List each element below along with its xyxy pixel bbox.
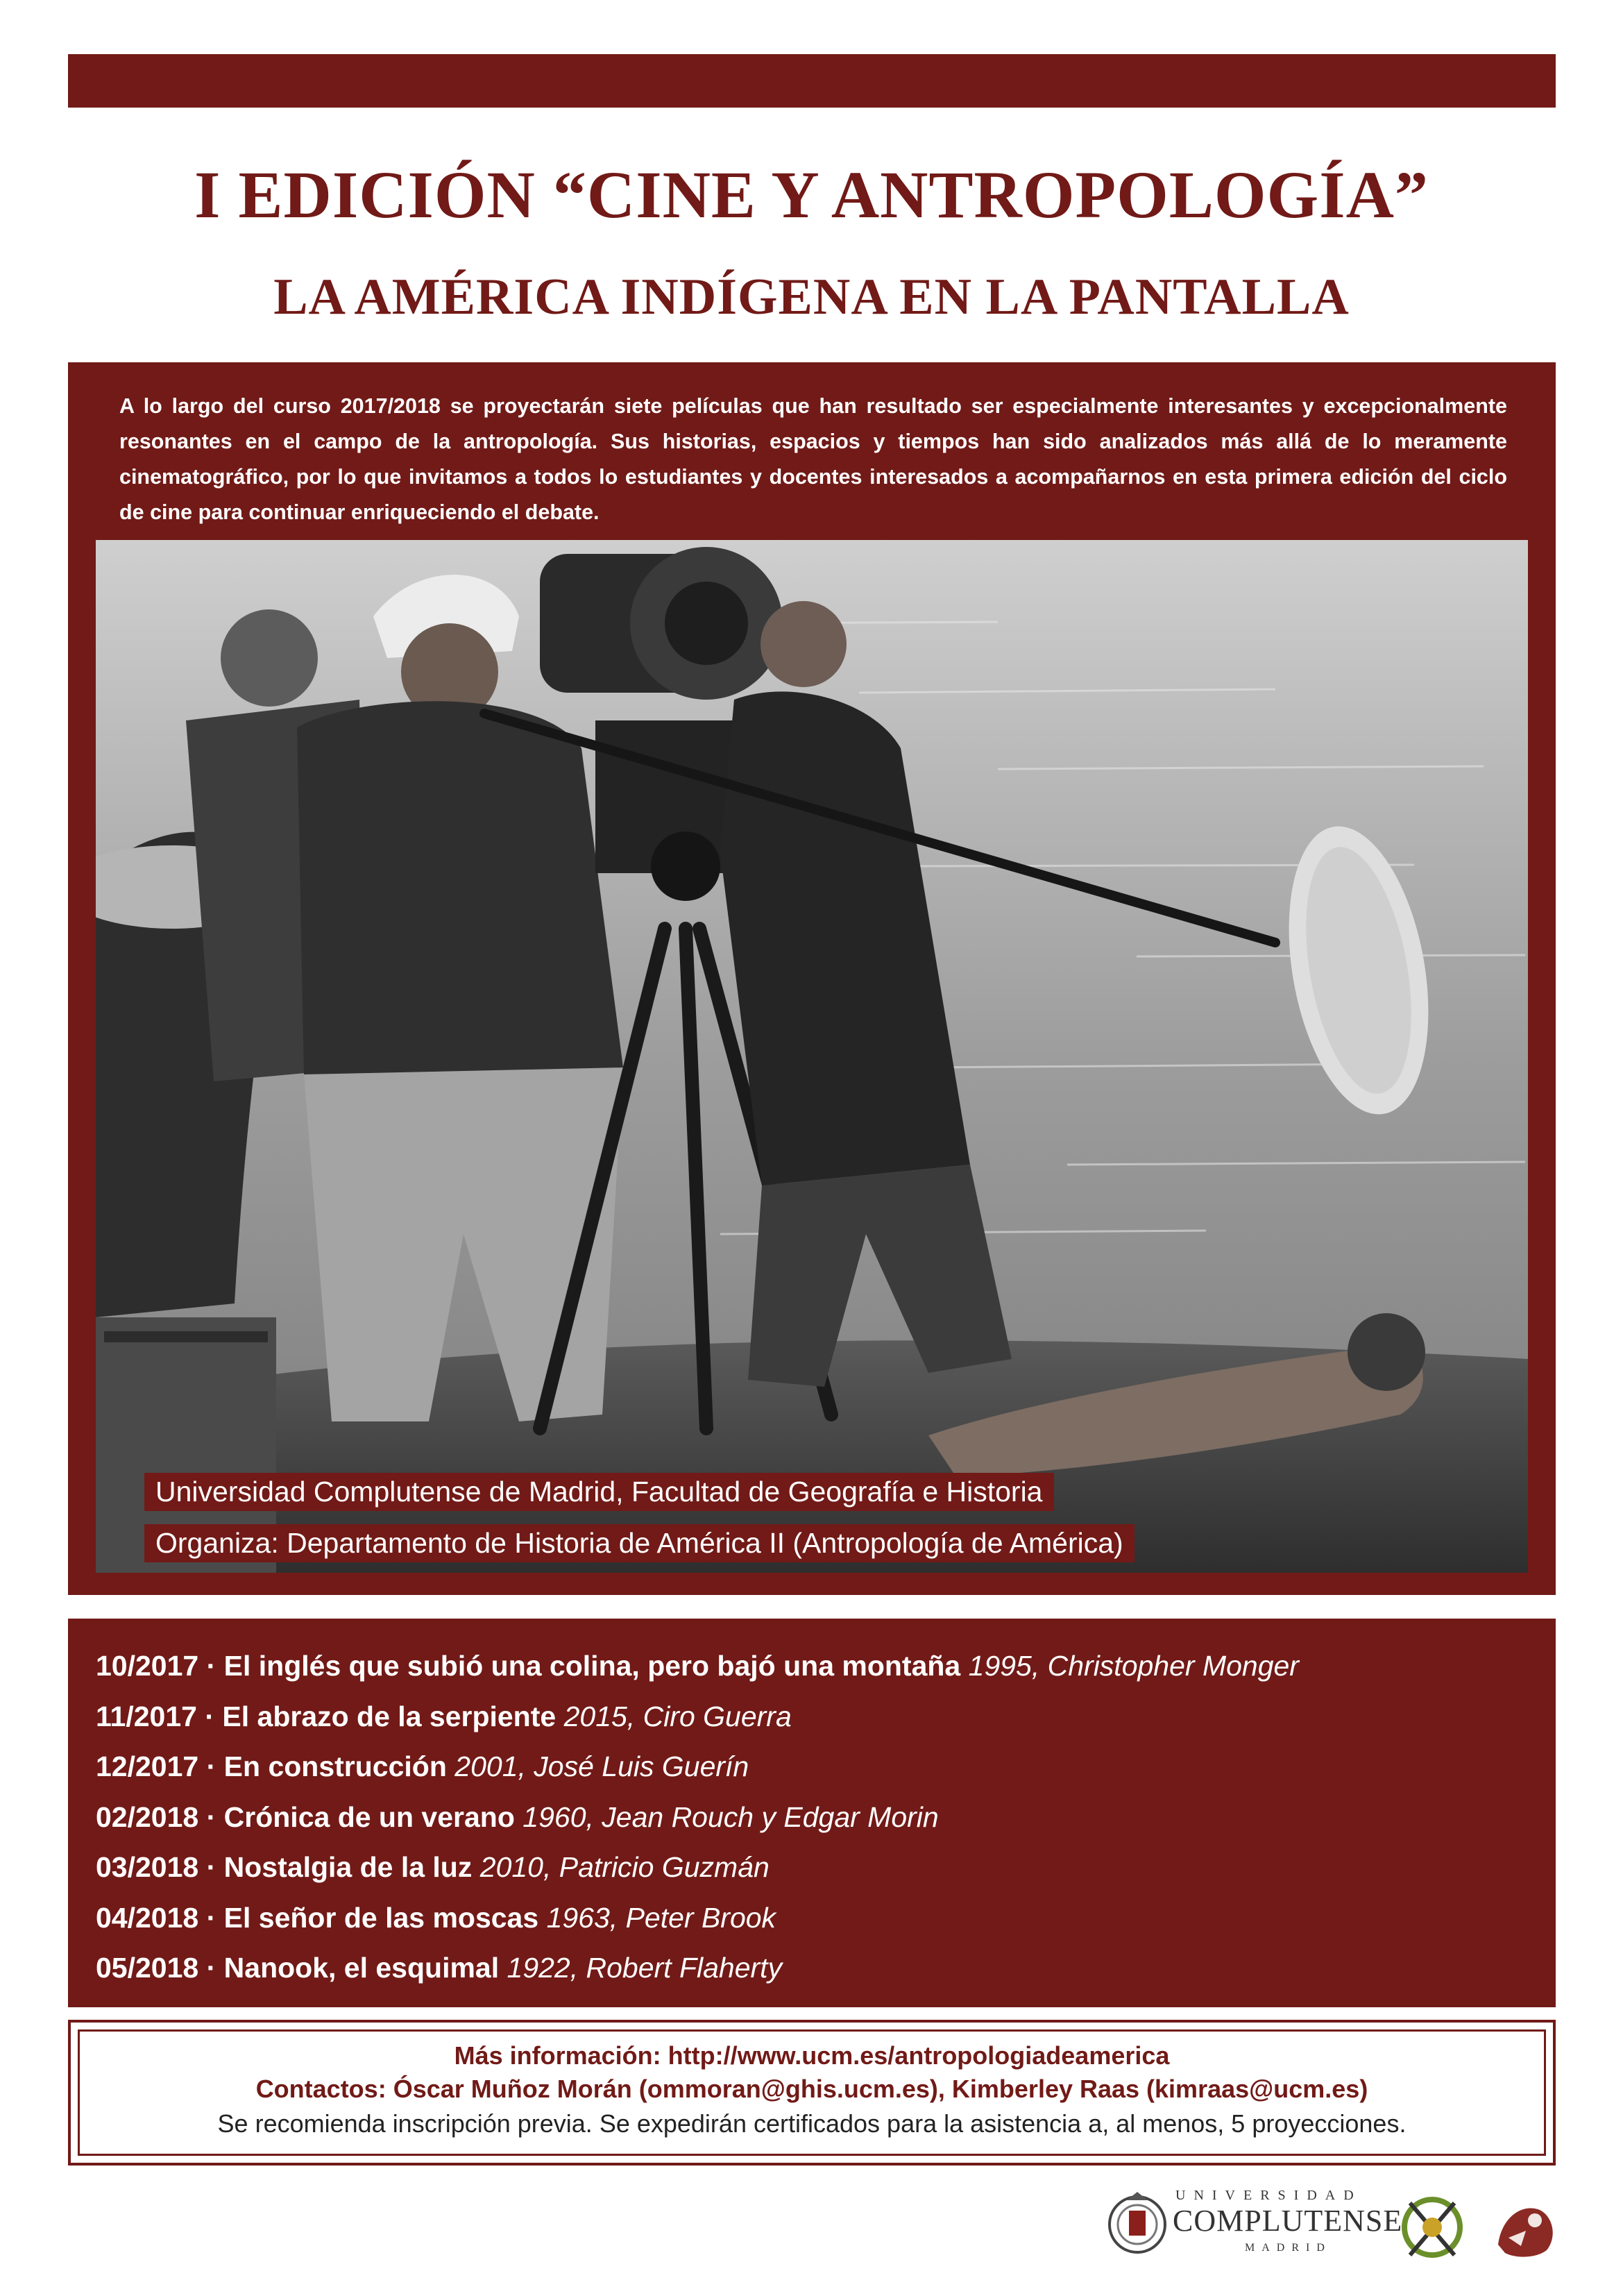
department-emblem-icon: [1488, 2189, 1564, 2265]
university-label: Universidad Complutense de Madrid, Facultad de Geografía e Historia: [144, 1473, 1054, 1511]
registration-note: Se recomienda inscripción previa. Se expedirán certificados para la asistencia a, al menos, 5 proyecciones.: [217, 2109, 1407, 2138]
film-title: Nanook, el esquimal: [223, 1952, 500, 1984]
poster-subtitle: LA AMÉRICA INDÍGENA EN LA PANTALLA: [273, 269, 1350, 326]
film-year-director: 1960, Jean Rouch y Edgar Morin: [522, 1800, 939, 1833]
film-title: El señor de las moscas: [223, 1901, 539, 1934]
film-list: [96, 1641, 1299, 1993]
film-separator: ·: [198, 1851, 224, 1883]
film-date: 03/2018: [96, 1851, 199, 1883]
intro-paragraph: A lo largo del curso 2017/2018 se proyectarán siete películas que han resultado ser especialmente interesantes y excepcionalmente resonantes en el campo de la antropología. Sus historias, espacios y tiempos han sido analizados más allá de lo meramente cinematográfico, por lo que invitamos a todos lo estudiantes y docentes interesados a acompañarnos en esta primera edición del ciclo de cine para continuar enriqueciendo el debate.: [119, 394, 1507, 524]
film-separator: ·: [198, 1650, 224, 1682]
film-title: En construcción: [223, 1750, 447, 1782]
poster-title: I EDICIÓN “CINE Y ANTROPOLOGÍA”: [194, 158, 1429, 232]
film-separator: ·: [198, 1901, 224, 1934]
film-year-director: 1922, Robert Flaherty: [507, 1952, 783, 1984]
more-info-line[interactable]: Más información: http://www.ucm.es/antropologiadeamerica: [454, 2041, 1170, 2070]
film-crew-photo: [96, 540, 1528, 1573]
film-item: [96, 1691, 1299, 1742]
film-item: [96, 1641, 1299, 1691]
info-box: [68, 2020, 1556, 2166]
film-item: [96, 1842, 1299, 1893]
film-year-director: 2015, Ciro Guerra: [563, 1700, 792, 1732]
main-panel: [68, 362, 1556, 1595]
film-separator: ·: [198, 1952, 224, 1984]
film-title: Nostalgia de la luz: [223, 1851, 473, 1883]
film-title: El inglés que subió una colina, pero bajó una montaña: [223, 1650, 961, 1682]
film-date: 12/2017: [96, 1750, 199, 1782]
film-year-director: 1963, Peter Brook: [546, 1901, 776, 1934]
film-date: 05/2018: [96, 1952, 199, 1984]
film-item: [96, 1893, 1299, 1943]
info-box-inner-border: [78, 2029, 1546, 2156]
film-separator: ·: [196, 1700, 223, 1732]
ucm-logo-line1: UNIVERSIDAD: [1175, 2188, 1362, 2203]
film-item: [96, 1943, 1299, 1993]
photo-illustration: [96, 540, 1528, 1573]
logos-area: [1106, 2170, 1578, 2281]
organizer-label: Organiza: Departamento de Historia de América II (Antropología de América): [144, 1524, 1135, 1562]
film-year-director: 2001, José Luis Guerín: [454, 1750, 749, 1782]
ucm-logo-line3: MADRID: [1245, 2242, 1332, 2254]
film-schedule-panel: [68, 1619, 1556, 2007]
film-title: El abrazo de la serpiente: [222, 1700, 556, 1732]
film-year-director: 1995, Christopher Monger: [968, 1650, 1299, 1682]
film-item: [96, 1792, 1299, 1843]
film-separator: ·: [198, 1800, 224, 1833]
film-item: [96, 1741, 1299, 1792]
film-year-director: 2010, Patricio Guzmán: [479, 1851, 770, 1883]
film-date: 11/2017: [96, 1700, 197, 1732]
ucm-logo-line2: COMPLUTENSE: [1173, 2204, 1403, 2238]
film-date: 02/2018: [96, 1800, 199, 1833]
film-date: 04/2018: [96, 1901, 199, 1934]
top-bar: [68, 54, 1556, 108]
film-separator: ·: [198, 1750, 224, 1782]
faculty-emblem-icon: [1397, 2189, 1467, 2265]
film-title: Crónica de un verano: [223, 1800, 515, 1833]
contacts-line[interactable]: Contactos: Óscar Muñoz Morán (ommoran@ghis.ucm.es), Kimberley Raas (kimraas@ucm.es): [255, 2075, 1368, 2103]
film-date: 10/2017: [96, 1650, 199, 1682]
ucm-seal-icon: [1106, 2179, 1169, 2270]
